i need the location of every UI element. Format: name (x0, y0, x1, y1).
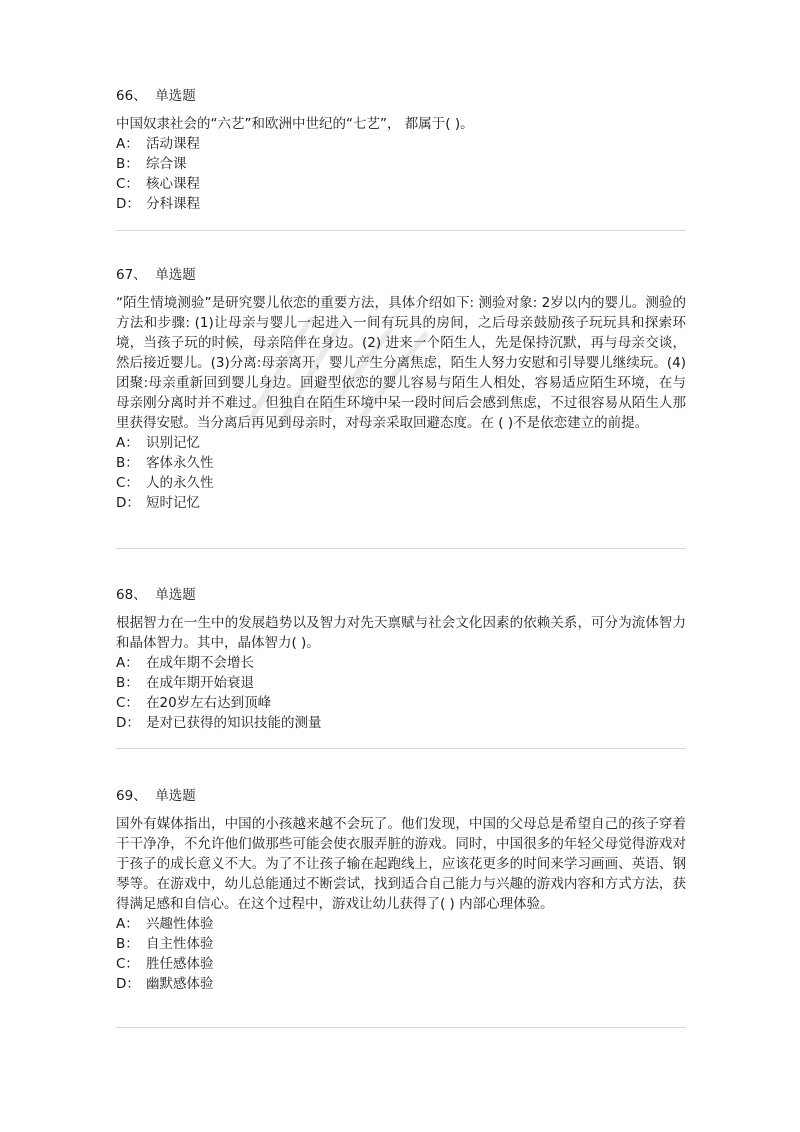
option-letter: C： (116, 695, 139, 711)
question-divider (116, 548, 686, 549)
question-header (116, 786, 686, 806)
option-text: 核心课程 (146, 176, 200, 192)
option-text: 人的永久性 (146, 475, 214, 491)
question-type: 单选题 (155, 587, 196, 603)
option-a[interactable] (116, 653, 686, 673)
option-b[interactable] (116, 154, 686, 174)
option-list (116, 433, 686, 513)
option-letter: A： (116, 655, 139, 671)
option-letter: B： (116, 156, 139, 172)
question-type: 单选题 (155, 267, 196, 283)
option-letter: C： (116, 176, 139, 192)
question-header (116, 265, 686, 285)
option-text: 自主性体验 (146, 936, 214, 952)
option-text: 是对已获得的知识技能的测量 (146, 715, 322, 731)
question-header (116, 86, 686, 106)
option-c[interactable] (116, 954, 686, 974)
option-text: 识别记忆 (146, 435, 200, 451)
option-text: 活动课程 (146, 136, 200, 152)
option-text: 在20岁左右达到顶峰 (146, 695, 272, 711)
option-letter: C： (116, 956, 139, 972)
option-letter: B： (116, 936, 139, 952)
question-stem: “陌生情境测验”是研究婴儿依恋的重要方法，具体介绍如下: 测验对象: 2岁以内的婴儿。测验的方法和步骤: (1)让母亲与婴儿一起进入一间有玩具的房间，之后母亲鼓励孩子玩玩具和探索环境，当孩子玩的时候，母亲陪伴在身边。(2) 进来一个陌生人，先是保持沉默，再与母亲交谈，然后接近婴儿。(3)分离:母亲离开，婴儿产生分离焦虑，陌生人努力安慰和引导婴儿继续玩。(4)团聚:母亲重新回到婴儿身边。回避型依恋的婴儿容易与陌生人相处，容易适应陌生环境，在与母亲刚分离时并不难过。但独自在陌生环境中呆一段时间后会感到焦虑，不过很容易从陌生人那里获得安慰。当分离后再见到母亲时，对母亲采取回避态度。在 ( )不是依恋建立的前提。 (116, 295, 686, 431)
option-letter: D： (116, 495, 140, 511)
option-letter: D： (116, 196, 140, 212)
option-text: 在成年期开始衰退 (146, 675, 254, 691)
question-stem: 国外有媒体指出，中国的小孩越来越不会玩了。他们发现，中国的父母总是希望自己的孩子穿着干干净净，不允许他们做那些可能会使衣服弄脏的游戏。同时，中国很多的年轻父母觉得游戏对于孩子的成长意义不大。为了不让孩子输在起跑线上，应该花更多的时间来学习画画、英语、钢琴等。在游戏中，幼儿总能通过不断尝试，找到适合自己能力与兴趣的游戏内容和方式方法，获得满足感和自信心。在这个过程中，游戏让幼儿获得了( ) 内部心理体验。 (116, 816, 686, 912)
question-divider (116, 1027, 686, 1028)
option-letter: D： (116, 715, 140, 731)
option-letter: A： (116, 916, 139, 932)
option-letter: A： (116, 136, 139, 152)
option-c[interactable] (116, 693, 686, 713)
question-stem: 根据智力在一生中的发展趋势以及智力对先天禀赋与社会文化因素的依赖关系，可分为流体智力和晶体智力。其中，晶体智力( )。 (116, 615, 686, 651)
option-text: 客体永久性 (146, 455, 214, 471)
option-text: 短时记忆 (146, 495, 200, 511)
question-separator: 、 (133, 88, 147, 104)
question-separator: 、 (133, 788, 147, 804)
question-separator: 、 (133, 267, 147, 283)
question-68 (116, 585, 686, 733)
option-letter: B： (116, 455, 139, 471)
option-text: 胜任感体验 (146, 956, 214, 972)
option-a[interactable] (116, 433, 686, 453)
option-letter: A： (116, 435, 139, 451)
question-number: 69 (116, 788, 134, 804)
question-divider (116, 230, 686, 231)
option-list (116, 653, 686, 733)
option-letter: C： (116, 475, 139, 491)
option-a[interactable] (116, 134, 686, 154)
question-66 (116, 86, 686, 214)
option-b[interactable] (116, 453, 686, 473)
option-text: 分科课程 (146, 196, 200, 212)
question-number: 68 (116, 587, 134, 603)
question-header (116, 585, 686, 605)
option-text: 综合课 (146, 156, 187, 172)
option-letter: B： (116, 675, 139, 691)
option-list (116, 914, 686, 994)
question-stem: 中国奴隶社会的“六艺”和欧洲中世纪的“七艺”， 都属于( )。 (116, 116, 474, 132)
question-separator: 、 (133, 587, 147, 603)
option-d[interactable] (116, 974, 686, 994)
option-b[interactable] (116, 673, 686, 693)
option-d[interactable] (116, 493, 686, 513)
question-type: 单选题 (155, 788, 196, 804)
question-divider (116, 748, 686, 749)
option-list (116, 134, 686, 214)
option-b[interactable] (116, 934, 686, 954)
question-69 (116, 786, 686, 994)
question-number: 66 (116, 88, 134, 104)
option-c[interactable] (116, 473, 686, 493)
option-d[interactable] (116, 713, 686, 733)
question-67 (116, 265, 686, 513)
option-c[interactable] (116, 174, 686, 194)
option-d[interactable] (116, 194, 686, 214)
option-text: 在成年期不会增长 (146, 655, 254, 671)
option-text: 兴趣性体验 (146, 916, 214, 932)
option-text: 幽默感体验 (146, 976, 214, 992)
option-a[interactable] (116, 914, 686, 934)
question-type: 单选题 (155, 88, 196, 104)
option-letter: D： (116, 976, 140, 992)
question-number: 67 (116, 267, 134, 283)
